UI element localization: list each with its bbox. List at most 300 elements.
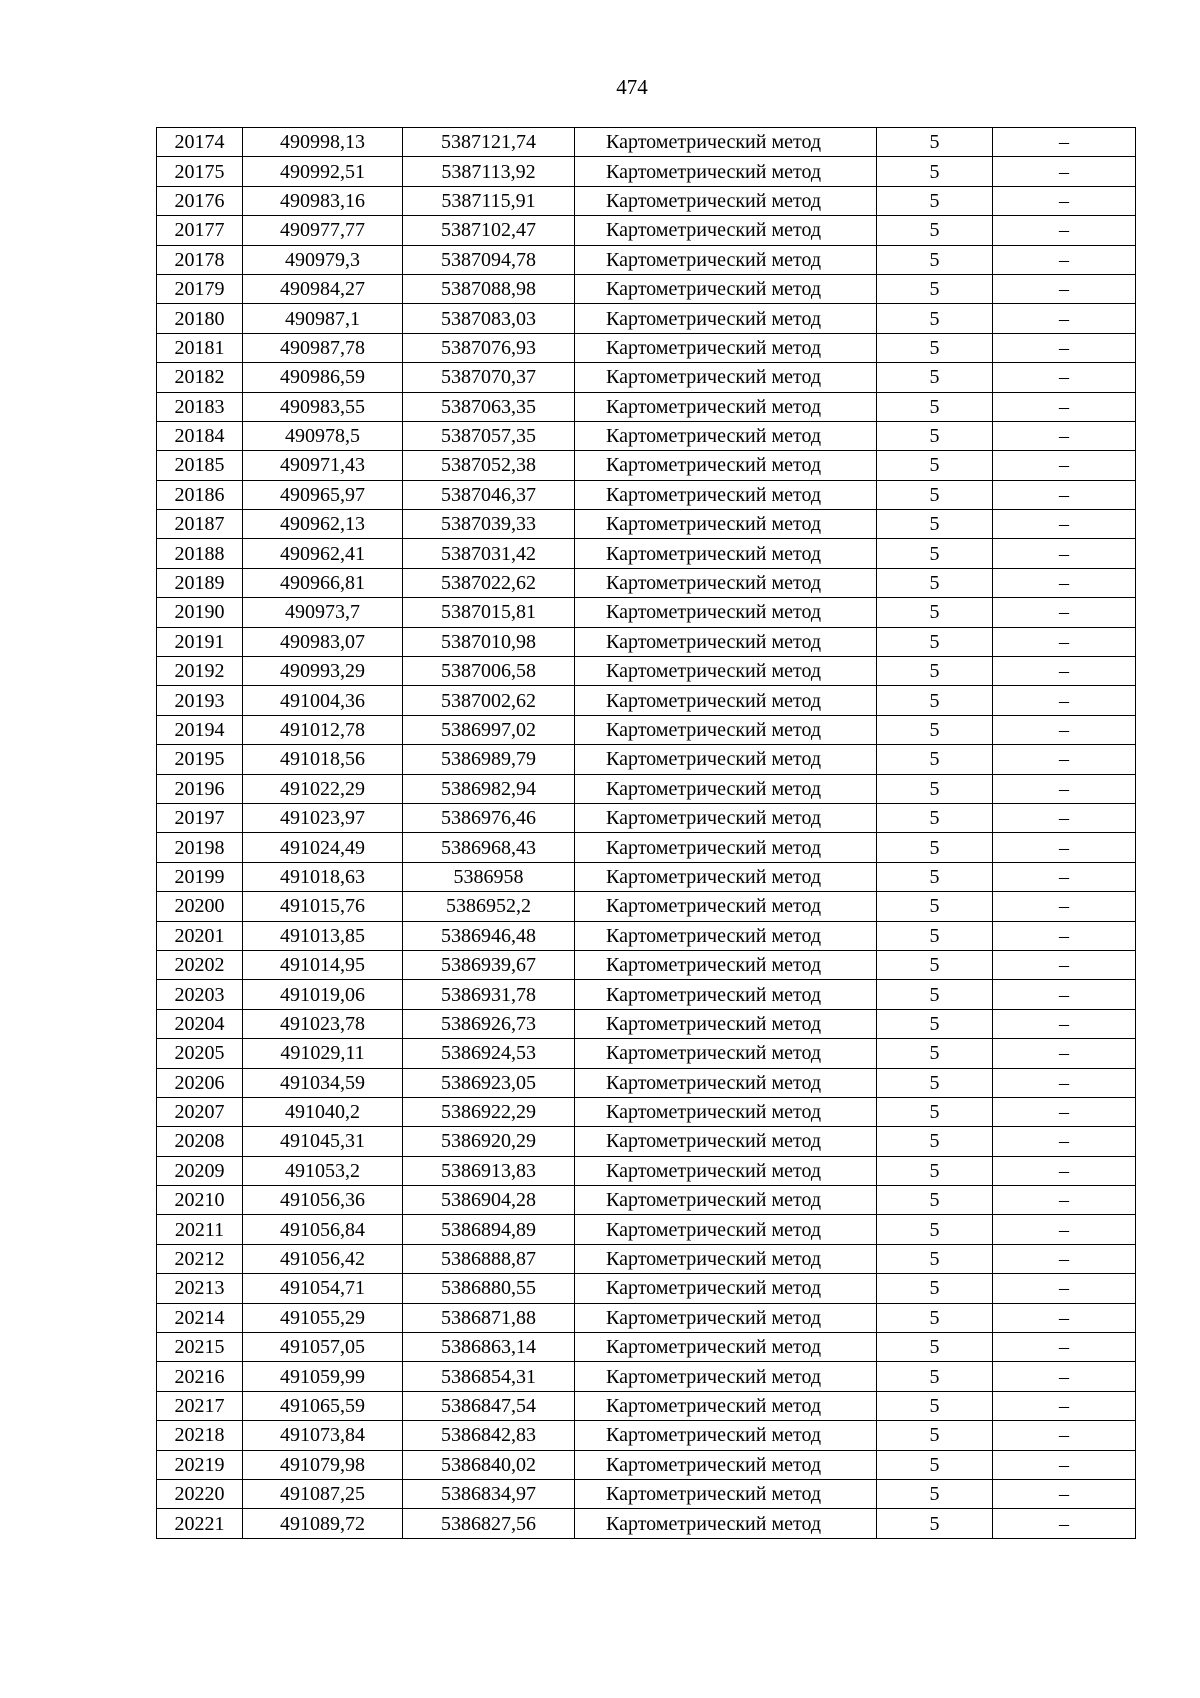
- point-number-cell: 20209: [157, 1156, 243, 1185]
- y-coordinate-cell: 5387022,62: [403, 568, 575, 597]
- table-row: [157, 686, 1136, 715]
- x-coordinate-cell: 490977,77: [243, 216, 403, 245]
- method-cell: Картометрический метод: [575, 274, 877, 303]
- table-row: [157, 1127, 1136, 1156]
- point-number-cell: 20219: [157, 1450, 243, 1479]
- description-cell: –: [993, 1391, 1136, 1420]
- method-cell: Картометрический метод: [575, 1039, 877, 1068]
- table-row: [157, 745, 1136, 774]
- table-row: [157, 833, 1136, 862]
- point-number-cell: 20204: [157, 1009, 243, 1038]
- table-row: [157, 568, 1136, 597]
- accuracy-cell: 5: [877, 510, 993, 539]
- x-coordinate-cell: 491023,78: [243, 1009, 403, 1038]
- y-coordinate-cell: 5386854,31: [403, 1362, 575, 1391]
- x-coordinate-cell: 491013,85: [243, 921, 403, 950]
- y-coordinate-cell: 5387057,35: [403, 421, 575, 450]
- description-cell: –: [993, 274, 1136, 303]
- y-coordinate-cell: 5386888,87: [403, 1244, 575, 1273]
- y-coordinate-cell: 5387010,98: [403, 627, 575, 656]
- y-coordinate-cell: 5387063,35: [403, 392, 575, 421]
- x-coordinate-cell: 490962,41: [243, 539, 403, 568]
- accuracy-cell: 5: [877, 128, 993, 157]
- accuracy-cell: 5: [877, 186, 993, 215]
- method-cell: Картометрический метод: [575, 892, 877, 921]
- accuracy-cell: 5: [877, 921, 993, 950]
- table-row: [157, 921, 1136, 950]
- table-row: [157, 715, 1136, 744]
- table-row: [157, 1333, 1136, 1362]
- point-number-cell: 20211: [157, 1215, 243, 1244]
- description-cell: –: [993, 1127, 1136, 1156]
- x-coordinate-cell: 491053,2: [243, 1156, 403, 1185]
- description-cell: –: [993, 392, 1136, 421]
- y-coordinate-cell: 5386939,67: [403, 950, 575, 979]
- x-coordinate-cell: 491073,84: [243, 1421, 403, 1450]
- point-number-cell: 20176: [157, 186, 243, 215]
- table-row: [157, 1009, 1136, 1038]
- description-cell: –: [993, 598, 1136, 627]
- point-number-cell: 20215: [157, 1333, 243, 1362]
- y-coordinate-cell: 5386904,28: [403, 1186, 575, 1215]
- y-coordinate-cell: 5386827,56: [403, 1509, 575, 1538]
- method-cell: Картометрический метод: [575, 598, 877, 627]
- x-coordinate-cell: 490966,81: [243, 568, 403, 597]
- accuracy-cell: 5: [877, 1127, 993, 1156]
- table-row: [157, 1215, 1136, 1244]
- accuracy-cell: 5: [877, 421, 993, 450]
- method-cell: Картометрический метод: [575, 1274, 877, 1303]
- table-row: [157, 1097, 1136, 1126]
- x-coordinate-cell: 491079,98: [243, 1450, 403, 1479]
- method-cell: Картометрический метод: [575, 1244, 877, 1273]
- method-cell: Картометрический метод: [575, 363, 877, 392]
- x-coordinate-cell: 490973,7: [243, 598, 403, 627]
- accuracy-cell: 5: [877, 1039, 993, 1068]
- y-coordinate-cell: 5386923,05: [403, 1068, 575, 1097]
- accuracy-cell: 5: [877, 1509, 993, 1538]
- point-number-cell: 20210: [157, 1186, 243, 1215]
- point-number-cell: 20203: [157, 980, 243, 1009]
- accuracy-cell: 5: [877, 715, 993, 744]
- point-number-cell: 20200: [157, 892, 243, 921]
- method-cell: Картометрический метод: [575, 627, 877, 656]
- table-row: [157, 1450, 1136, 1479]
- accuracy-cell: 5: [877, 1186, 993, 1215]
- point-number-cell: 20197: [157, 803, 243, 832]
- accuracy-cell: 5: [877, 363, 993, 392]
- accuracy-cell: 5: [877, 803, 993, 832]
- table-row: [157, 803, 1136, 832]
- x-coordinate-cell: 490992,51: [243, 157, 403, 186]
- x-coordinate-cell: 491024,49: [243, 833, 403, 862]
- method-cell: Картометрический метод: [575, 1509, 877, 1538]
- x-coordinate-cell: 491012,78: [243, 715, 403, 744]
- description-cell: –: [993, 921, 1136, 950]
- accuracy-cell: 5: [877, 862, 993, 891]
- method-cell: Картометрический метод: [575, 921, 877, 950]
- method-cell: Картометрический метод: [575, 715, 877, 744]
- description-cell: –: [993, 510, 1136, 539]
- point-number-cell: 20196: [157, 774, 243, 803]
- table-row: [157, 510, 1136, 539]
- y-coordinate-cell: 5387002,62: [403, 686, 575, 715]
- point-number-cell: 20189: [157, 568, 243, 597]
- x-coordinate-cell: 490983,07: [243, 627, 403, 656]
- accuracy-cell: 5: [877, 1009, 993, 1038]
- point-number-cell: 20212: [157, 1244, 243, 1273]
- accuracy-cell: 5: [877, 627, 993, 656]
- y-coordinate-cell: 5387083,03: [403, 304, 575, 333]
- method-cell: Картометрический метод: [575, 862, 877, 891]
- table-row: [157, 1479, 1136, 1508]
- y-coordinate-cell: 5386958: [403, 862, 575, 891]
- description-cell: –: [993, 157, 1136, 186]
- point-number-cell: 20208: [157, 1127, 243, 1156]
- x-coordinate-cell: 490987,1: [243, 304, 403, 333]
- point-number-cell: 20220: [157, 1479, 243, 1508]
- method-cell: Картометрический метод: [575, 216, 877, 245]
- description-cell: –: [993, 745, 1136, 774]
- description-cell: –: [993, 451, 1136, 480]
- y-coordinate-cell: 5386920,29: [403, 1127, 575, 1156]
- method-cell: Картометрический метод: [575, 245, 877, 274]
- method-cell: Картометрический метод: [575, 539, 877, 568]
- table-row: [157, 657, 1136, 686]
- description-cell: –: [993, 715, 1136, 744]
- table-row: [157, 1421, 1136, 1450]
- table-row: [157, 950, 1136, 979]
- method-cell: Картометрический метод: [575, 774, 877, 803]
- table-row: [157, 1391, 1136, 1420]
- x-coordinate-cell: 491004,36: [243, 686, 403, 715]
- point-number-cell: 20221: [157, 1509, 243, 1538]
- description-cell: –: [993, 892, 1136, 921]
- method-cell: Картометрический метод: [575, 186, 877, 215]
- table-row: [157, 157, 1136, 186]
- point-number-cell: 20195: [157, 745, 243, 774]
- description-cell: –: [993, 1186, 1136, 1215]
- description-cell: –: [993, 657, 1136, 686]
- table-row: [157, 1039, 1136, 1068]
- point-number-cell: 20190: [157, 598, 243, 627]
- accuracy-cell: 5: [877, 216, 993, 245]
- y-coordinate-cell: 5386922,29: [403, 1097, 575, 1126]
- x-coordinate-cell: 491022,29: [243, 774, 403, 803]
- description-cell: –: [993, 186, 1136, 215]
- description-cell: –: [993, 1509, 1136, 1538]
- description-cell: –: [993, 1421, 1136, 1450]
- method-cell: Картометрический метод: [575, 1215, 877, 1244]
- accuracy-cell: 5: [877, 1156, 993, 1185]
- point-number-cell: 20177: [157, 216, 243, 245]
- point-number-cell: 20216: [157, 1362, 243, 1391]
- y-coordinate-cell: 5386863,14: [403, 1333, 575, 1362]
- x-coordinate-cell: 490962,13: [243, 510, 403, 539]
- description-cell: –: [993, 421, 1136, 450]
- y-coordinate-cell: 5386834,97: [403, 1479, 575, 1508]
- accuracy-cell: 5: [877, 950, 993, 979]
- accuracy-cell: 5: [877, 1421, 993, 1450]
- table-row: [157, 1156, 1136, 1185]
- y-coordinate-cell: 5386913,83: [403, 1156, 575, 1185]
- table-row: [157, 333, 1136, 362]
- table-row: [157, 421, 1136, 450]
- accuracy-cell: 5: [877, 598, 993, 627]
- point-number-cell: 20181: [157, 333, 243, 362]
- x-coordinate-cell: 491019,06: [243, 980, 403, 1009]
- description-cell: –: [993, 539, 1136, 568]
- point-number-cell: 20194: [157, 715, 243, 744]
- x-coordinate-cell: 490983,55: [243, 392, 403, 421]
- point-number-cell: 20214: [157, 1303, 243, 1332]
- y-coordinate-cell: 5386976,46: [403, 803, 575, 832]
- point-number-cell: 20183: [157, 392, 243, 421]
- point-number-cell: 20180: [157, 304, 243, 333]
- x-coordinate-cell: 491087,25: [243, 1479, 403, 1508]
- accuracy-cell: 5: [877, 1244, 993, 1273]
- table-row: [157, 245, 1136, 274]
- accuracy-cell: 5: [877, 568, 993, 597]
- accuracy-cell: 5: [877, 1215, 993, 1244]
- description-cell: –: [993, 1479, 1136, 1508]
- point-number-cell: 20206: [157, 1068, 243, 1097]
- description-cell: –: [993, 363, 1136, 392]
- point-number-cell: 20207: [157, 1097, 243, 1126]
- description-cell: –: [993, 1039, 1136, 1068]
- x-coordinate-cell: 491029,11: [243, 1039, 403, 1068]
- x-coordinate-cell: 490998,13: [243, 128, 403, 157]
- y-coordinate-cell: 5386840,02: [403, 1450, 575, 1479]
- point-number-cell: 20202: [157, 950, 243, 979]
- accuracy-cell: 5: [877, 480, 993, 509]
- accuracy-cell: 5: [877, 392, 993, 421]
- y-coordinate-cell: 5386880,55: [403, 1274, 575, 1303]
- point-number-cell: 20178: [157, 245, 243, 274]
- table-row: [157, 1303, 1136, 1332]
- description-cell: –: [993, 1215, 1136, 1244]
- method-cell: Картометрический метод: [575, 510, 877, 539]
- point-number-cell: 20174: [157, 128, 243, 157]
- point-number-cell: 20187: [157, 510, 243, 539]
- accuracy-cell: 5: [877, 245, 993, 274]
- accuracy-cell: 5: [877, 745, 993, 774]
- description-cell: –: [993, 216, 1136, 245]
- y-coordinate-cell: 5387094,78: [403, 245, 575, 274]
- y-coordinate-cell: 5386842,83: [403, 1421, 575, 1450]
- x-coordinate-cell: 491065,59: [243, 1391, 403, 1420]
- y-coordinate-cell: 5386931,78: [403, 980, 575, 1009]
- y-coordinate-cell: 5386894,89: [403, 1215, 575, 1244]
- point-number-cell: 20193: [157, 686, 243, 715]
- description-cell: –: [993, 1156, 1136, 1185]
- method-cell: Картометрический метод: [575, 1097, 877, 1126]
- x-coordinate-cell: 491055,29: [243, 1303, 403, 1332]
- description-cell: –: [993, 950, 1136, 979]
- method-cell: Картометрический метод: [575, 1009, 877, 1038]
- method-cell: Картометрический метод: [575, 950, 877, 979]
- point-number-cell: 20205: [157, 1039, 243, 1068]
- method-cell: Картометрический метод: [575, 1186, 877, 1215]
- x-coordinate-cell: 491034,59: [243, 1068, 403, 1097]
- point-number-cell: 20186: [157, 480, 243, 509]
- table-row: [157, 304, 1136, 333]
- table-row: [157, 1509, 1136, 1538]
- point-number-cell: 20188: [157, 539, 243, 568]
- x-coordinate-cell: 490984,27: [243, 274, 403, 303]
- description-cell: –: [993, 1274, 1136, 1303]
- method-cell: Картометрический метод: [575, 657, 877, 686]
- y-coordinate-cell: 5387031,42: [403, 539, 575, 568]
- x-coordinate-cell: 490971,43: [243, 451, 403, 480]
- method-cell: Картометрический метод: [575, 1068, 877, 1097]
- x-coordinate-cell: 491018,63: [243, 862, 403, 891]
- page-number: 474: [616, 75, 648, 99]
- y-coordinate-cell: 5387102,47: [403, 216, 575, 245]
- y-coordinate-cell: 5386968,43: [403, 833, 575, 862]
- x-coordinate-cell: 491056,84: [243, 1215, 403, 1244]
- point-number-cell: 20201: [157, 921, 243, 950]
- y-coordinate-cell: 5387006,58: [403, 657, 575, 686]
- description-cell: –: [993, 128, 1136, 157]
- accuracy-cell: 5: [877, 774, 993, 803]
- description-cell: –: [993, 333, 1136, 362]
- method-cell: Картометрический метод: [575, 686, 877, 715]
- accuracy-cell: 5: [877, 1391, 993, 1420]
- point-number-cell: 20184: [157, 421, 243, 450]
- accuracy-cell: 5: [877, 1274, 993, 1303]
- accuracy-cell: 5: [877, 980, 993, 1009]
- description-cell: –: [993, 1068, 1136, 1097]
- method-cell: Картометрический метод: [575, 1303, 877, 1332]
- method-cell: Картометрический метод: [575, 451, 877, 480]
- table-row: [157, 598, 1136, 627]
- x-coordinate-cell: 491045,31: [243, 1127, 403, 1156]
- accuracy-cell: 5: [877, 539, 993, 568]
- method-cell: Картометрический метод: [575, 1127, 877, 1156]
- accuracy-cell: 5: [877, 892, 993, 921]
- y-coordinate-cell: 5386982,94: [403, 774, 575, 803]
- table-row: [157, 862, 1136, 891]
- x-coordinate-cell: 491014,95: [243, 950, 403, 979]
- method-cell: Картометрический метод: [575, 157, 877, 186]
- accuracy-cell: 5: [877, 1362, 993, 1391]
- table-row: [157, 363, 1136, 392]
- table-row: [157, 1244, 1136, 1273]
- x-coordinate-cell: 491015,76: [243, 892, 403, 921]
- y-coordinate-cell: 5386989,79: [403, 745, 575, 774]
- table-row: [157, 1274, 1136, 1303]
- x-coordinate-cell: 491018,56: [243, 745, 403, 774]
- y-coordinate-cell: 5386997,02: [403, 715, 575, 744]
- point-number-cell: 20179: [157, 274, 243, 303]
- method-cell: Картометрический метод: [575, 480, 877, 509]
- description-cell: –: [993, 1009, 1136, 1038]
- table-row: [157, 216, 1136, 245]
- y-coordinate-cell: 5387070,37: [403, 363, 575, 392]
- method-cell: Картометрический метод: [575, 1333, 877, 1362]
- x-coordinate-cell: 491089,72: [243, 1509, 403, 1538]
- method-cell: Картометрический метод: [575, 421, 877, 450]
- y-coordinate-cell: 5387121,74: [403, 128, 575, 157]
- table-row: [157, 1186, 1136, 1215]
- table-row: [157, 627, 1136, 656]
- y-coordinate-cell: 5387076,93: [403, 333, 575, 362]
- table-row: [157, 186, 1136, 215]
- method-cell: Картометрический метод: [575, 745, 877, 774]
- y-coordinate-cell: 5386952,2: [403, 892, 575, 921]
- accuracy-cell: 5: [877, 274, 993, 303]
- accuracy-cell: 5: [877, 1303, 993, 1332]
- description-cell: –: [993, 245, 1136, 274]
- table-row: [157, 392, 1136, 421]
- accuracy-cell: 5: [877, 333, 993, 362]
- x-coordinate-cell: 491040,2: [243, 1097, 403, 1126]
- method-cell: Картометрический метод: [575, 1479, 877, 1508]
- x-coordinate-cell: 490983,16: [243, 186, 403, 215]
- description-cell: –: [993, 1333, 1136, 1362]
- accuracy-cell: 5: [877, 1068, 993, 1097]
- x-coordinate-cell: 490978,5: [243, 421, 403, 450]
- y-coordinate-cell: 5386946,48: [403, 921, 575, 950]
- method-cell: Картометрический метод: [575, 568, 877, 597]
- x-coordinate-cell: 490979,3: [243, 245, 403, 274]
- table-row: [157, 774, 1136, 803]
- method-cell: Картометрический метод: [575, 1156, 877, 1185]
- description-cell: –: [993, 1362, 1136, 1391]
- x-coordinate-cell: 490986,59: [243, 363, 403, 392]
- point-number-cell: 20185: [157, 451, 243, 480]
- method-cell: Картометрический метод: [575, 1450, 877, 1479]
- accuracy-cell: 5: [877, 451, 993, 480]
- description-cell: –: [993, 1450, 1136, 1479]
- accuracy-cell: 5: [877, 1333, 993, 1362]
- table-row: [157, 480, 1136, 509]
- point-number-cell: 20192: [157, 657, 243, 686]
- x-coordinate-cell: 490965,97: [243, 480, 403, 509]
- table-row: [157, 128, 1136, 157]
- accuracy-cell: 5: [877, 686, 993, 715]
- y-coordinate-cell: 5386926,73: [403, 1009, 575, 1038]
- y-coordinate-cell: 5387115,91: [403, 186, 575, 215]
- description-cell: –: [993, 833, 1136, 862]
- method-cell: Картометрический метод: [575, 803, 877, 832]
- accuracy-cell: 5: [877, 1097, 993, 1126]
- x-coordinate-cell: 491054,71: [243, 1274, 403, 1303]
- x-coordinate-cell: 491057,05: [243, 1333, 403, 1362]
- method-cell: Картометрический метод: [575, 128, 877, 157]
- point-number-cell: 20175: [157, 157, 243, 186]
- table-row: [157, 892, 1136, 921]
- coordinates-table-body: [157, 128, 1136, 1539]
- description-cell: –: [993, 1303, 1136, 1332]
- accuracy-cell: 5: [877, 304, 993, 333]
- x-coordinate-cell: 491056,42: [243, 1244, 403, 1273]
- accuracy-cell: 5: [877, 657, 993, 686]
- coordinates-table: [156, 127, 1136, 1539]
- accuracy-cell: 5: [877, 1450, 993, 1479]
- method-cell: Картометрический метод: [575, 1421, 877, 1450]
- description-cell: –: [993, 304, 1136, 333]
- point-number-cell: 20182: [157, 363, 243, 392]
- method-cell: Картометрический метод: [575, 392, 877, 421]
- table-row: [157, 1362, 1136, 1391]
- description-cell: –: [993, 862, 1136, 891]
- x-coordinate-cell: 491023,97: [243, 803, 403, 832]
- description-cell: –: [993, 686, 1136, 715]
- table-row: [157, 274, 1136, 303]
- method-cell: Картометрический метод: [575, 304, 877, 333]
